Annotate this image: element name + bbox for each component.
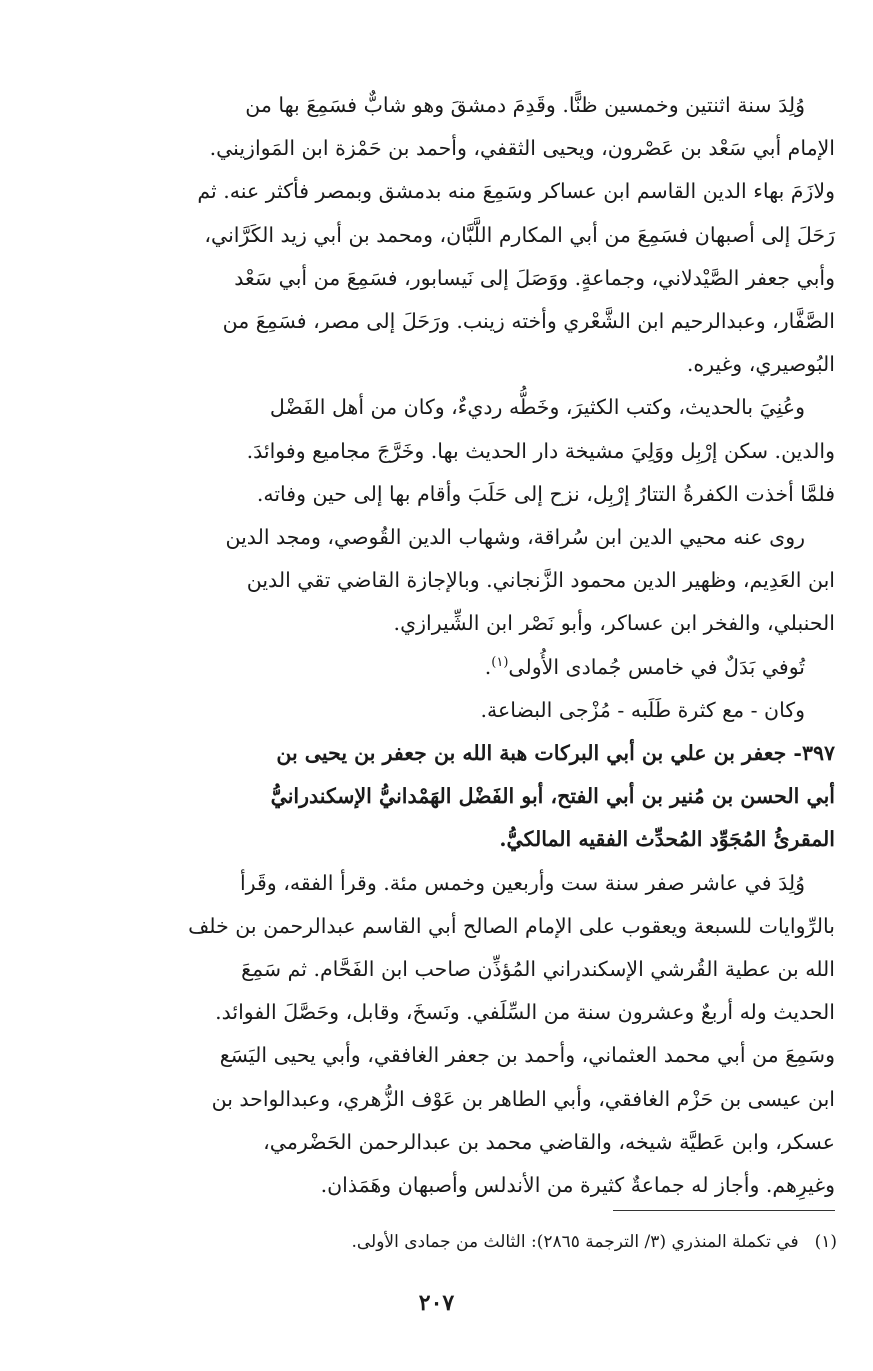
- text-line: بالرِّوايات للسبعة ويعقوب على الإمام الصالح أبي القاسم عبدالرحمن بن خلف: [188, 913, 835, 938]
- footnote-text: في تكملة المنذري (٣/ الترجمة ٢٨٦٥): الثالث من جمادى الأولى.: [351, 1232, 799, 1252]
- text-line: الله بن عطية القُرشي الإسكندراني المُؤذِّن صاحب ابن الفَحَّام. ثم سَمِعَ: [241, 957, 835, 982]
- heading-line: أبي الحسن بن مُنير بن أبي الفتح، أبو الفَضْل الهَمْدانيُّ الإسكندرانيُّ: [270, 784, 835, 809]
- text-line: وُلِدَ في عاشر صفر سنة ست وأربعين وخمس مئة. وقرأ الفقه، وقَرأ: [239, 870, 805, 895]
- text-line: ولازَمَ بهاء الدين القاسم ابن عساكر وسَمِعَ منه بدمشق وبمصر فأكثر عنه. ثم: [197, 179, 835, 204]
- text-line: [78, 646, 835, 689]
- text-line: الحديث وله أربعٌ وعشرون سنة من السِّلَفي. ونَسخَ، وقابل، وحَصَّلَ الفوائد.: [215, 1000, 835, 1025]
- text-line: وسَمِعَ من أبي محمد العثماني، وأحمد بن جعفر الغافقي، وأبي يحيى اليَسَع: [219, 1043, 835, 1068]
- text-line: وغيرِهم. وأجاز له جماعةٌ كثيرة من الأندلس وأصبهان وهَمَذان.: [320, 1173, 835, 1198]
- text-line: الصَّفَّار، وعبدالرحيم ابن الشَّعْري وأخته زينب. ورَحَلَ إلى مصر، فسَمِعَ من: [222, 309, 835, 334]
- text-line: ابن عيسى بن حَزْم الغافقي، وأبي الطاهر بن عَوْف الزُّهري، وعبدالواحد بن: [211, 1086, 835, 1111]
- text-line: ابن العَدِيم، وظهير الدين محمود الزَّنجاني. وبالإجازة القاضي تقي الدين: [246, 568, 835, 593]
- paragraph-hadith-study: [78, 386, 835, 516]
- text-line: روى عنه محيي الدين ابن سُراقة، وشهاب الدين القُوصي، ومجد الدين: [225, 525, 805, 550]
- text-line: وعُنِيَ بالحديث، وكتب الكثيرَ، وخَطُّه رديءٌ، وكان من أهل الفَضْل: [269, 395, 805, 420]
- text-line: وُلِدَ سنة اثنتين وخمسين ظنًّا. وقَدِمَ دمشقَ وهو شابٌّ فسَمِعَ بها من: [245, 93, 805, 117]
- footnote-reference: (١): [491, 654, 509, 670]
- text-line: الحنبلي، والفخر ابن عساكر، وأبو نَصْر ابن الشِّيرازي.: [393, 611, 835, 636]
- text-line: رَحَلَ إلى أصبهان فسَمِعَ من أبي المكارم اللَّبَّان، ومحمد بن أبي زيد الكَرَّاني،: [204, 222, 835, 247]
- page-number: ٢٠٧: [418, 1290, 455, 1316]
- entry-heading-397: [78, 732, 835, 862]
- heading-line: المقرئُ المُجَوِّد المُحدِّث الفقيه المالكيُّ.: [499, 827, 835, 852]
- footnote-separator: [613, 1210, 835, 1211]
- text-line: وكان - مع كثرة طَلَبه - مُزْجى البضاعة.: [480, 697, 805, 722]
- text-line: وأبي جعفر الصَّيْدلاني، وجماعةٍ. ووَصَلَ إلى نَيسابور، فسَمِعَ من أبي سَعْد: [234, 265, 835, 290]
- text-line: فلمَّا أخذت الكفرةُ التتارُ إرْبِل، نزح إلى حَلَبَ وأقام بها إلى حين وفاته.: [256, 481, 835, 506]
- footnote: [78, 1230, 837, 1254]
- death-line-end: .: [484, 654, 492, 679]
- text-line: عسكر، وابن عَطيَّة شيخه، والقاضي محمد بن عبدالرحمن الحَضْرمي،: [263, 1129, 835, 1154]
- main-text: [78, 84, 835, 1207]
- text-line: الإمام أبي سَعْد بن عَصْرون، ويحيى الثقفي، وأحمد بن حَمْزة ابن المَوازيني.: [209, 136, 835, 161]
- text-line: البُوصيري، وغيره.: [686, 352, 835, 377]
- paragraph-death: [78, 646, 835, 689]
- text-line: والدين. سكن إرْبِل ووَلِيَ مشيخة دار الحديث بها. وخَرَّجَ مجاميع وفوائدَ.: [246, 438, 835, 463]
- paragraph-closing: [78, 689, 835, 732]
- heading-line: ٣٩٧- جعفر بن علي بن أبي البركات هبة الله بن جعفر بن يحيى بن: [276, 741, 835, 766]
- death-text: تُوفي بَدَلٌ في خامس جُمادى الأُولى: [508, 654, 805, 679]
- paragraph-birth-and-travels: [78, 84, 835, 386]
- footnote-number: (١): [814, 1232, 837, 1252]
- paragraph-entry-397: [78, 862, 835, 1208]
- paragraph-narrators: [78, 516, 835, 646]
